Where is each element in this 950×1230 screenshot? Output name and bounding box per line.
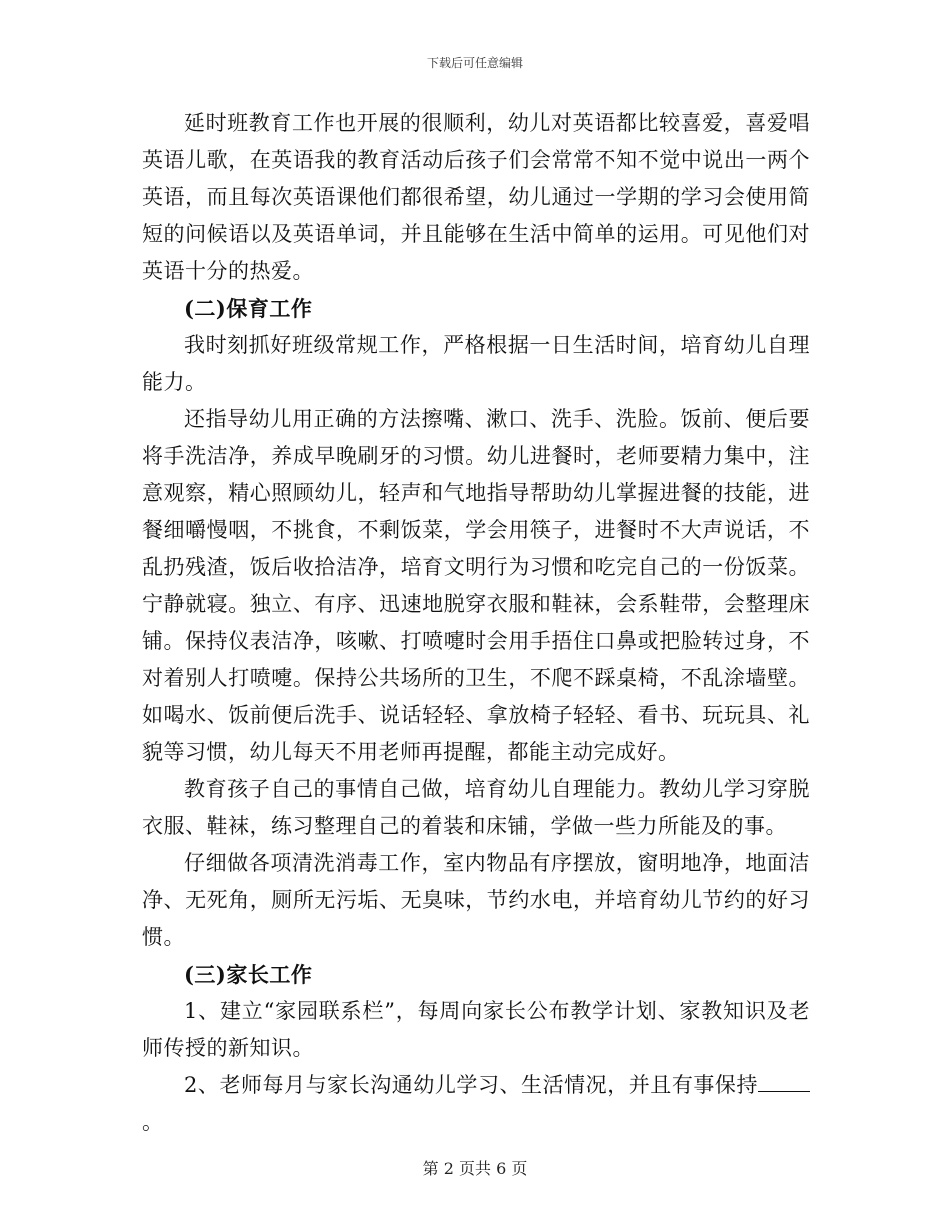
paragraph-self-care: 教育孩子自己的事情自己做，培育幼儿自理能力。教幼儿学习穿脱衣服、鞋袜，练习整理自己的着装和床铺，学做一些力所能及的事。 — [142, 777, 810, 838]
page-number: 第 2 页共 6 页 — [422, 1159, 528, 1178]
paragraph-class-routine: 我时刻抓好班级常规工作，严格根据一日生活时间，培育幼儿自理能力。 — [142, 333, 810, 394]
monthly-contact-end: 。 — [142, 1110, 164, 1134]
fill-in-blank — [758, 1073, 810, 1092]
paragraph-monthly-contact — [142, 1067, 810, 1141]
document-body — [142, 105, 810, 1141]
monthly-contact-text: 2、老师每月与家长沟通幼儿学习、生活情况，并且有事保持 — [184, 1073, 758, 1097]
header-note: 下载后可任意编辑 — [426, 56, 523, 70]
section-heading-childcare: (二)保育工作 — [184, 296, 313, 321]
paragraph-contact-board: 1、建立“家园联系栏”，每周向家长公布教学计划、家教知识及老师传授的新知识。 — [142, 999, 810, 1060]
paragraph-english-class: 延时班教育工作也开展的很顺利，幼儿对英语都比较喜爱，喜爱唱英语儿歌，在英语我的教育活动后孩子们会常常不知不觉中说出一两个英语，而且每次英语课他们都很希望，幼儿通过一学期的学习会使用简短的问候语以及英语单词，并且能够在生活中简单的运用。可见他们对英语十分的热爱。 — [142, 111, 810, 283]
section-heading-parents: (三)家长工作 — [184, 962, 313, 987]
paragraph-hygiene-habits: 还指导幼儿用正确的方法擦嘴、漱口、洗手、洗脸。饭前、便后要将手洗洁净，养成早晚刷牙的习惯。幼儿进餐时，老师要精力集中，注意观察，精心照顾幼儿，轻声和气地指导帮助幼儿掌握进餐的技能，进餐细嚼慢咽，不挑食，不剩饭菜，学会用筷子，进餐时不大声说话，不乱扔残渣，饭后收拾洁净，培育文明行为习惯和吃完自己的一份饭菜。宁静就寝。独立、有序、迅速地脱穿衣服和鞋袜，会系鞋带，会整理床铺。保持仪表洁净，咳嗽、打喷嚏时会用手捂住口鼻或把脸转过身，不对着别人打喷嚏。保持公共场所的卫生，不爬不踩桌椅，不乱涂墙壁。如喝水、饭前便后洗手、说话轻轻、拿放椅子轻轻、看书、玩玩具、礼貌等习惯，幼儿每天不用老师再提醒，都能主动完成好。 — [142, 407, 810, 764]
paragraph-disinfection: 仔细做各项清洗消毒工作，室内物品有序摆放，窗明地净，地面洁净、无死角，厕所无污垢、无臭味，节约水电，并培育幼儿节约的好习惯。 — [142, 851, 810, 949]
